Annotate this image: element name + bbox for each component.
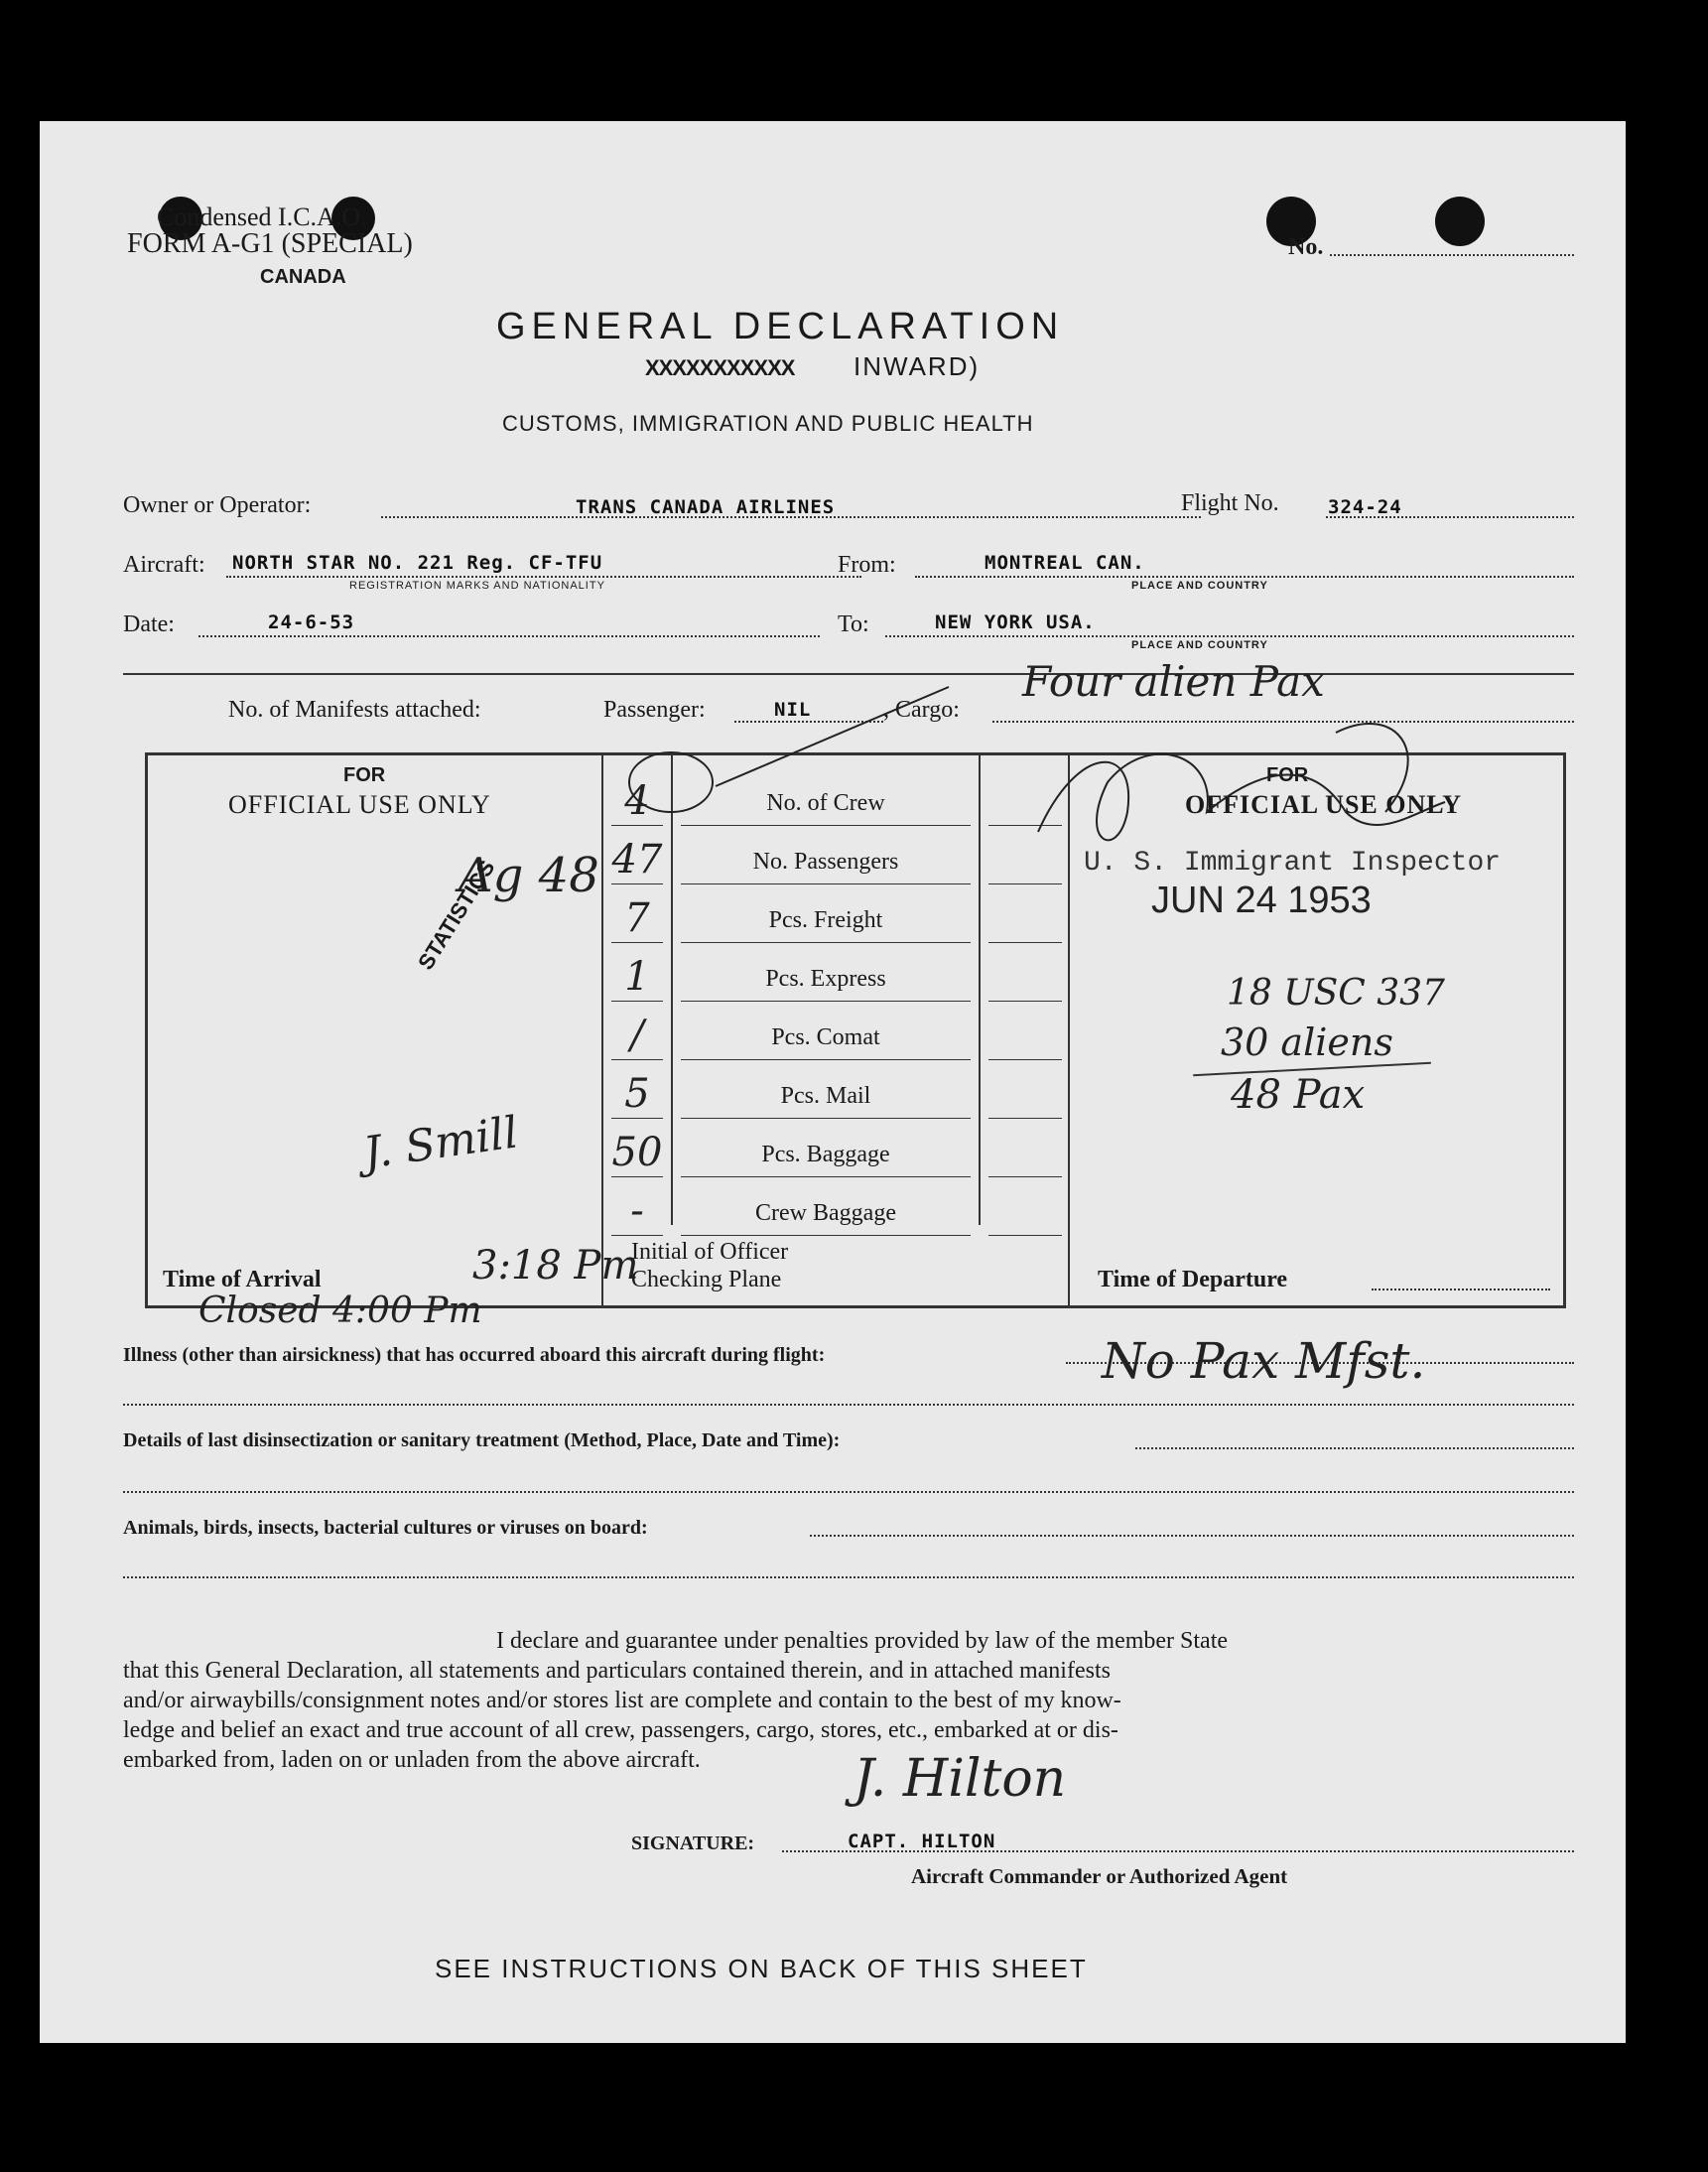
flight-label: Flight No.	[1181, 490, 1279, 516]
animals-field-2	[123, 1576, 1574, 1578]
table-row	[603, 948, 1068, 1007]
from-field	[915, 576, 1574, 578]
tally-line-1: 18 USC 337	[1227, 973, 1445, 1014]
struck-subtitle: XXXXXXXXXXX	[645, 355, 795, 380]
subtitle: INWARD)	[854, 351, 981, 381]
table-row	[603, 1182, 1068, 1241]
left-handwritten-count: Ag 48	[459, 848, 599, 903]
row-underline	[681, 1059, 971, 1060]
table-border-left	[145, 752, 148, 1308]
disinsect-label: Details of last disinsectization or sanitary treatment (Method, Place, Date and Time):	[123, 1429, 841, 1451]
right-header-official: OFFICIAL USE ONLY	[1185, 790, 1462, 819]
row-underline	[988, 1176, 1062, 1177]
initial-label-2: Checking Plane	[631, 1267, 782, 1292]
declaration-line-3: and/or airwaybills/consignment notes and/or stores list are complete and contain to the best of my know-	[123, 1688, 1121, 1713]
row-value: 50	[611, 1130, 663, 1175]
tally-line-2: 30 aliens	[1221, 1020, 1393, 1064]
cargo-handwritten: Four alien Pax	[1022, 657, 1325, 706]
disinsect-field-2	[123, 1491, 1574, 1493]
row-underline	[681, 883, 971, 884]
declaration-line-2: that this General Declaration, all statements and particulars contained therein, and in attached manifests	[123, 1658, 1111, 1684]
page-title: GENERAL DECLARATION	[496, 306, 1065, 347]
aircraft-field	[226, 576, 861, 578]
row-label: Pcs. Comat	[771, 1024, 880, 1050]
form-header-line2: FORM A-G1 (SPECIAL)	[127, 228, 413, 259]
signature-label: SIGNATURE:	[631, 1833, 755, 1854]
subheading: CUSTOMS, IMMIGRATION AND PUBLIC HEALTH	[502, 411, 1034, 436]
inspector-stamp: U. S. Immigrant Inspector	[1084, 848, 1502, 879]
to-label: To:	[838, 611, 869, 637]
punch-hole	[1435, 197, 1485, 246]
row-underline	[681, 942, 971, 943]
number-field	[1330, 254, 1574, 256]
row-label: No. Passengers	[752, 849, 899, 875]
passenger-label: Passenger:	[603, 697, 706, 723]
passenger-value: NIL	[774, 699, 812, 721]
row-underline	[988, 1059, 1062, 1060]
row-underline	[611, 1001, 663, 1002]
departure-label: Time of Departure	[1098, 1267, 1288, 1292]
row-label: Pcs. Baggage	[761, 1142, 890, 1167]
aircraft-value: NORTH STAR NO. 221 Reg. CF-TFU	[232, 552, 603, 574]
date-value: 24-6-53	[268, 611, 355, 633]
row-value: 47	[611, 837, 663, 882]
declaration-line-4: ledge and belief an exact and true account of all crew, passengers, cargo, stores, etc., embarked at or dis-	[123, 1717, 1118, 1743]
left-header-for: FOR	[343, 764, 386, 786]
left-header-official: OFFICIAL USE ONLY	[228, 790, 491, 819]
closed-note: Closed 4:00 Pm	[198, 1290, 482, 1331]
from-caption: PLACE AND COUNTRY	[1131, 580, 1268, 592]
table-row	[603, 1065, 1068, 1124]
crew-circle-mark	[621, 747, 740, 826]
owner-value: TRANS CANADA AIRLINES	[576, 496, 836, 518]
table-row	[603, 1124, 1068, 1182]
form-header-line3: CANADA	[260, 266, 346, 288]
row-value: 1	[624, 954, 650, 1000]
disinsect-field	[1135, 1447, 1574, 1449]
to-field	[885, 635, 1574, 637]
signature-typed: CAPT. HILTON	[848, 1831, 996, 1852]
from-label: From:	[838, 552, 896, 578]
right-header-for: FOR	[1266, 764, 1309, 786]
row-underline	[681, 1235, 971, 1236]
row-underline	[611, 1176, 663, 1177]
flight-value: 324-24	[1328, 496, 1402, 518]
form-header-line1: Condensed I.C.A.O.	[157, 203, 367, 231]
row-value: -	[630, 1188, 644, 1234]
row-underline	[681, 1118, 971, 1119]
manifests-label: No. of Manifests attached:	[228, 697, 481, 723]
tally-line-3: 48 Pax	[1231, 1072, 1366, 1118]
row-underline	[611, 883, 663, 884]
row-value: 7	[624, 895, 650, 941]
table-border-right	[1563, 752, 1566, 1308]
row-label: No. of Crew	[766, 790, 885, 816]
to-caption: PLACE AND COUNTRY	[1131, 639, 1268, 651]
row-underline	[611, 1059, 663, 1060]
row-underline	[988, 942, 1062, 943]
table-row	[603, 831, 1068, 889]
row-underline	[611, 942, 663, 943]
declaration-line-5: embarked from, laden on or unladen from the above aircraft.	[123, 1747, 701, 1773]
animals-label: Animals, birds, insects, bacterial cultures or viruses on board:	[123, 1517, 648, 1539]
signature-handwritten: J. Hilton	[854, 1749, 1067, 1809]
footer-instructions: SEE INSTRUCTIONS ON BACK OF THIS SHEET	[435, 1954, 1088, 1983]
cargo-label: , Cargo:	[883, 697, 960, 723]
row-value: 5	[624, 1071, 650, 1117]
declaration-line-1: I declare and guarantee under penalties provided by law of the member State	[496, 1628, 1229, 1654]
row-underline	[681, 1001, 971, 1002]
initial-label-1: Initial of Officer	[631, 1239, 789, 1265]
row-underline	[681, 1176, 971, 1177]
signature-caption: Aircraft Commander or Authorized Agent	[911, 1864, 1288, 1888]
row-label: Crew Baggage	[755, 1200, 896, 1226]
row-underline	[611, 1118, 663, 1119]
stamp-date: JUN 24 1953	[1151, 880, 1372, 921]
table-row	[603, 889, 1068, 948]
passenger-field	[734, 721, 883, 723]
row-underline	[988, 883, 1062, 884]
arrival-value: 3:18 Pm	[472, 1243, 639, 1289]
row-label: Pcs. Freight	[768, 907, 883, 933]
row-value: /	[630, 1013, 644, 1058]
from-value: MONTREAL CAN.	[985, 552, 1145, 574]
aircraft-label: Aircraft:	[123, 552, 205, 578]
illness-label: Illness (other than airsickness) that has occurred aboard this aircraft during flight:	[123, 1344, 826, 1366]
row-underline	[988, 1118, 1062, 1119]
form-sheet	[40, 121, 1626, 2043]
illness-field-2	[123, 1404, 1574, 1406]
aircraft-caption: REGISTRATION MARKS AND NATIONALITY	[349, 580, 605, 592]
date-label: Date:	[123, 611, 175, 637]
table-rows	[603, 772, 1068, 1234]
row-underline	[988, 1001, 1062, 1002]
illness-handwritten: No Pax Mfst.	[1102, 1332, 1426, 1390]
row-label: Pcs. Express	[765, 966, 886, 992]
row-underline	[611, 1235, 663, 1236]
divider-rule	[123, 673, 1574, 675]
left-signature: J. Smill	[360, 1107, 522, 1179]
departure-field	[1372, 1289, 1550, 1290]
official-use-table	[145, 752, 1566, 1308]
to-value: NEW YORK USA.	[935, 611, 1096, 633]
animals-field	[810, 1535, 1574, 1537]
owner-label: Owner or Operator:	[123, 492, 312, 518]
statistics-stamp: STATISTICS	[413, 855, 500, 975]
row-value: 4	[624, 778, 650, 824]
date-field	[198, 635, 820, 637]
row-underline	[988, 1235, 1062, 1236]
table-row	[603, 1007, 1068, 1065]
number-label: No.	[1288, 234, 1324, 260]
row-label: Pcs. Mail	[780, 1083, 871, 1109]
arrival-label: Time of Arrival	[163, 1267, 322, 1292]
